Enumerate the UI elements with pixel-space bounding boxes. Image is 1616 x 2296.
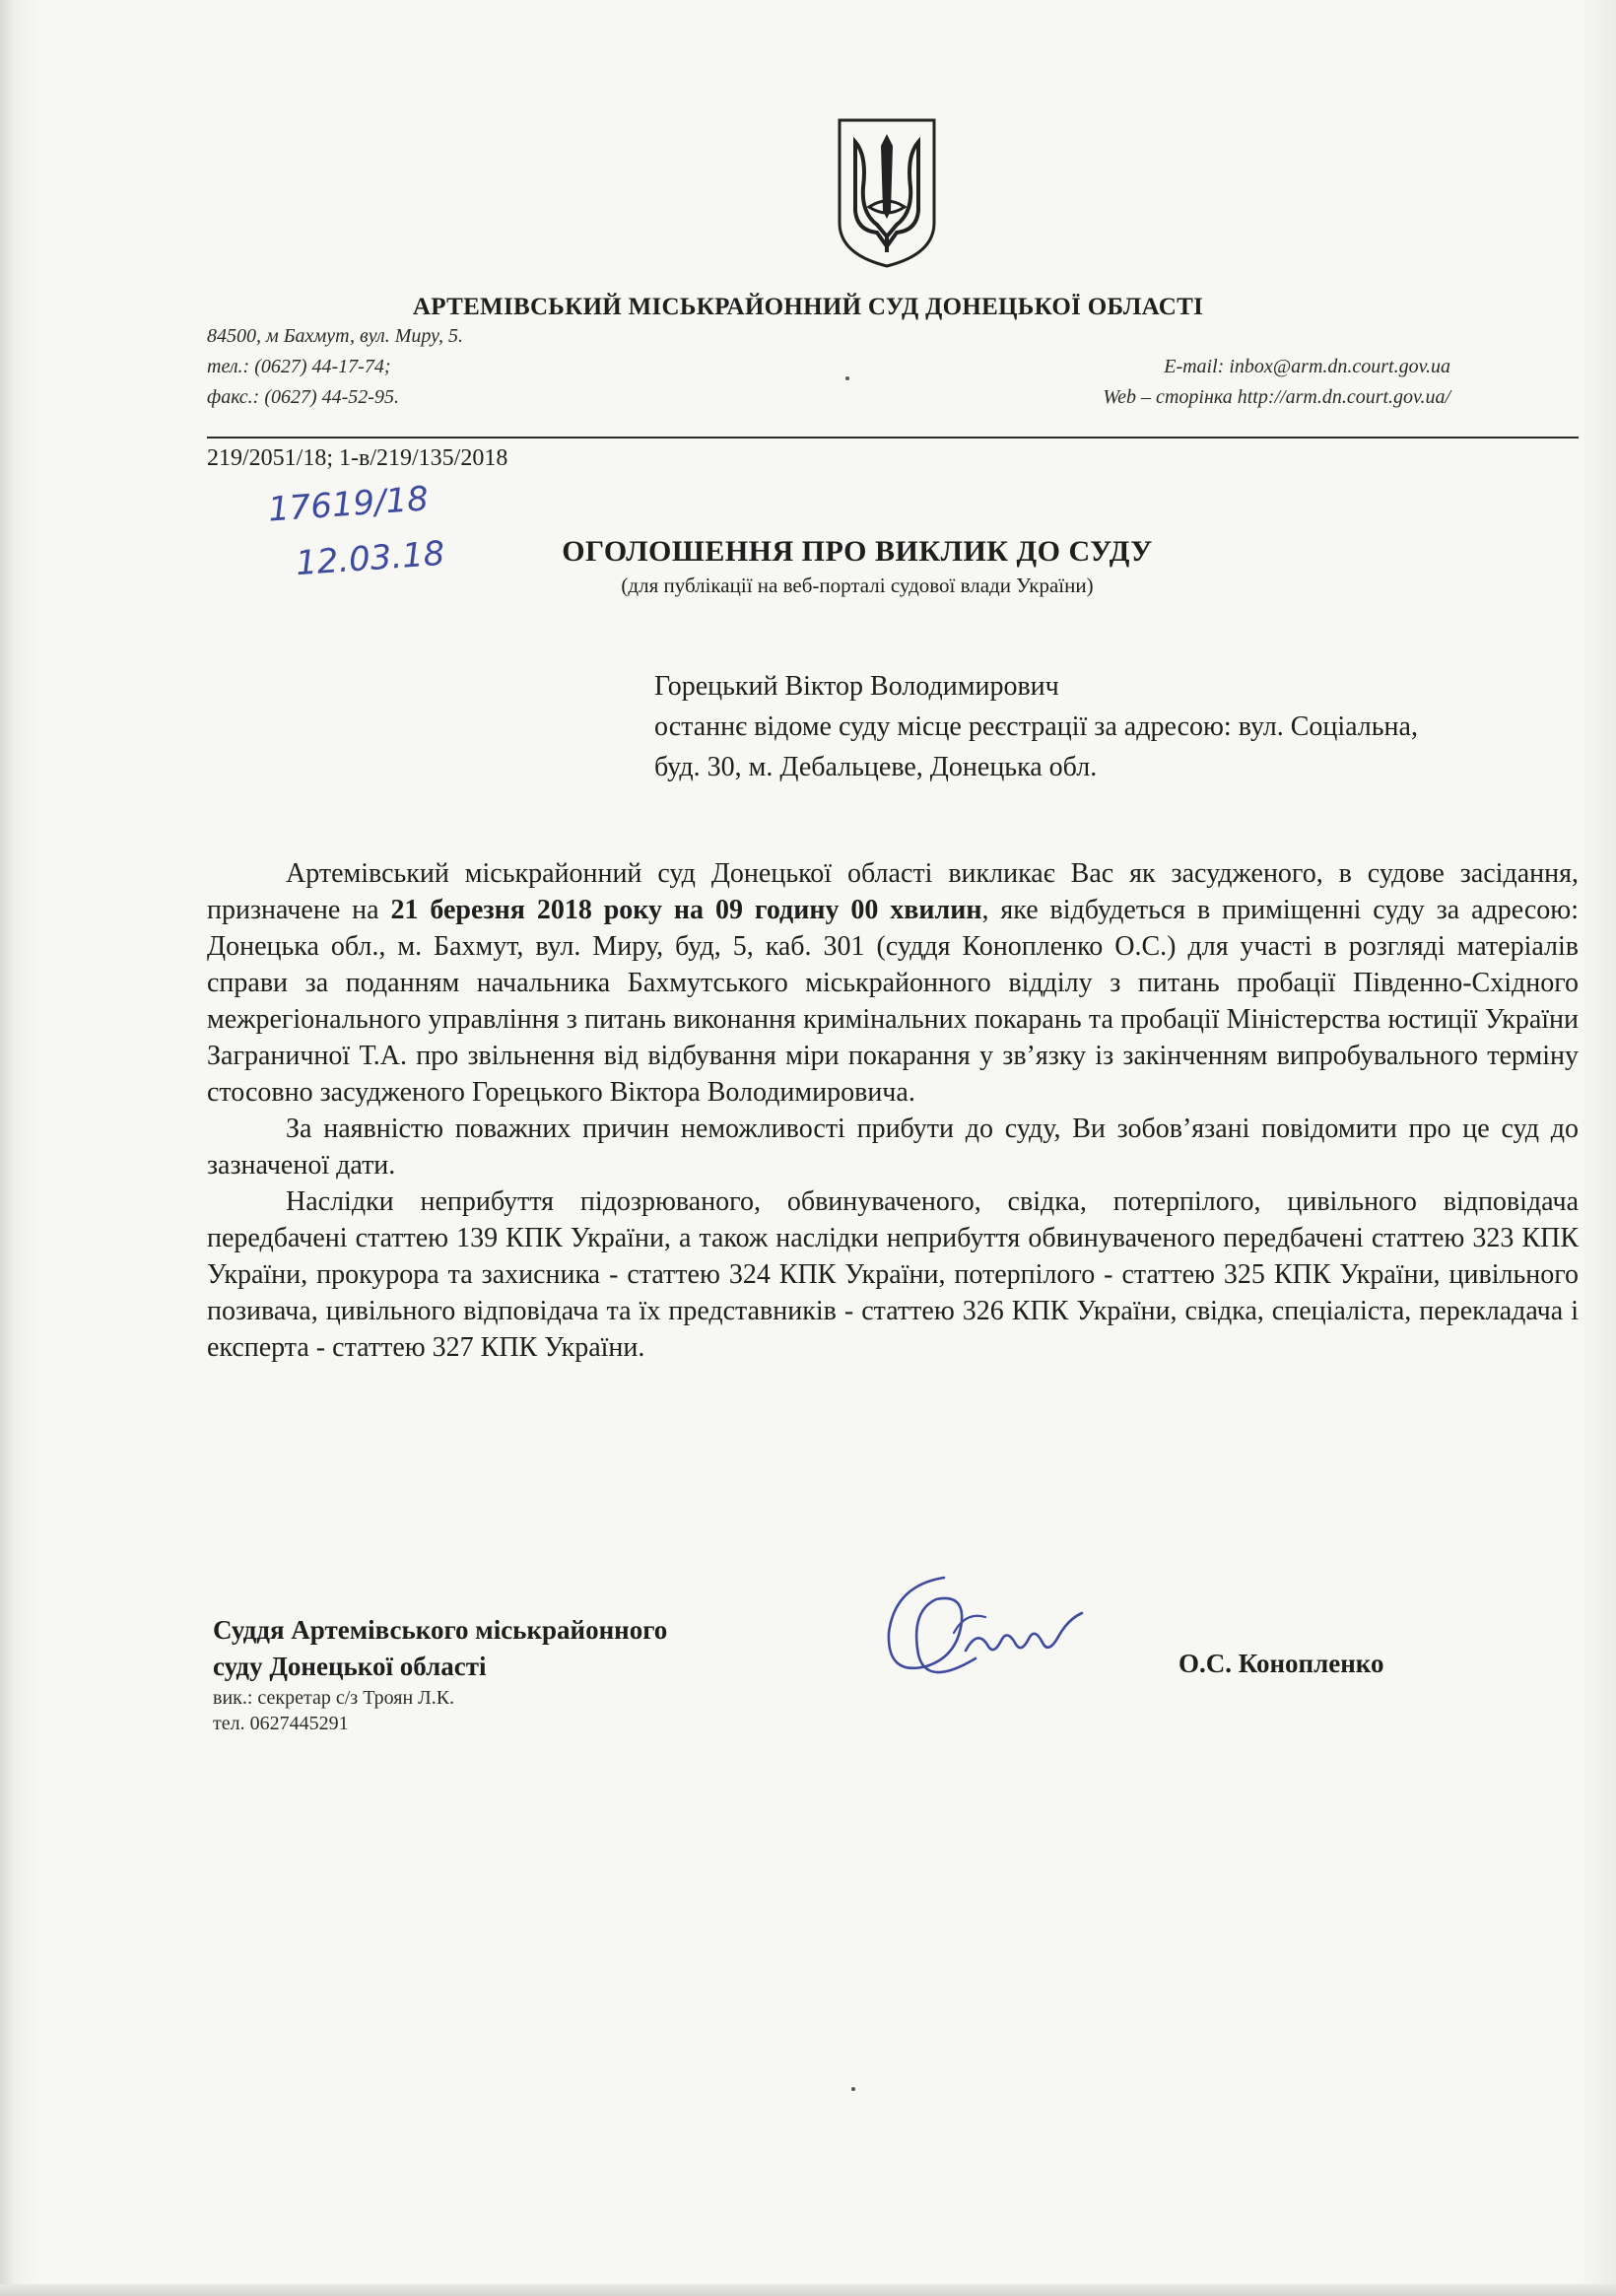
judge-name: О.С. Конопленко: [1178, 1649, 1384, 1678]
header-divider: [207, 437, 1579, 439]
clerk-phone: тел. 0627445291: [213, 1713, 349, 1734]
court-website: Web – сторінка http://arm.dn.court.gov.ua/: [1103, 386, 1450, 408]
signature-block: [213, 1612, 903, 1736]
court-phone: тел.: (0627) 44-17-74;: [207, 356, 391, 377]
summons-text-end: , яке відбудеться в приміщенні суду за адресою: Донецька обл., м. Бахмут, вул. Миру, буд, 5, каб. 301 (суддя Конопленко О.С.) для участі в розгляді матеріалів справи за поданням начальника Бахмутського міськрайонного відділу з питань пробації Південно-Східного межрегіонального управління з питань виконання кримінальних покарань та пробації Міністерства юстиції України Заграничної Т.А. про звільнення від відбування міри покарання у зв’язку із закінченням випробувального терміну стосовно засудженого Горецького Віктора Володимировича.: [207, 895, 1580, 1108]
addressee-address-line1: останнє відоме суду місце реєстрації за адресою: вул. Соціальна,: [654, 711, 1418, 742]
handwritten-registration-number: 17619/18: [266, 479, 431, 530]
court-name: АРТЕМІВСЬКИЙ МІСЬКРАЙОННИЙ СУД ДОНЕЦЬКОЇ ОБЛАСТІ: [412, 294, 1204, 320]
court-fax: факс.: (0627) 44-52-95.: [207, 386, 399, 408]
notice-paragraph-absence: За наявністю поважних причин неможливості прибути до суду, Ви зобов’язані повідомити про це суд до зазначеної дати.: [207, 1114, 1579, 1181]
document-title: ОГОЛОШЕННЯ ПРО ВИКЛИК ДО СУДУ: [562, 535, 1153, 568]
notice-paragraph-consequences: Наслідки неприбуття підозрюваного, обвинуваченого, свідка, потерпілого, цивільного відповідача передбачені статтею 139 КПК України, а також наслідки неприбуття обвинуваченого передбачені статтею 323 КПК України, прокурора та захисника - статтею 324 КПК України, потерпілого - статтею 325 КПК України, цивільного позивача, цивільного відповідача та їх представників - статтею 326 КПК України, свідка, спеціаліста, перекладача і експерта - статтею 327 КПК України.: [207, 1186, 1579, 1363]
document-subtitle: (для публікації на веб-порталі судової влади України): [621, 574, 1094, 597]
court-address: 84500, м Бахмут, вул. Миру, 5.: [207, 325, 464, 347]
case-number: 219/2051/18; 1-в/219/135/2018: [207, 445, 508, 471]
hearing-datetime: 21 березня 2018 року на 09 годину 00 хвилин: [390, 895, 982, 925]
addressee-address-line2: буд. 30, м. Дебальцеве, Донецька обл.: [654, 752, 1098, 782]
court-email: E-mail: inbox@arm.dn.court.gov.ua: [1164, 356, 1450, 377]
addressee-block: [654, 666, 1581, 787]
judge-title-line2: суду Донецької області: [213, 1652, 487, 1681]
notice-body: [207, 855, 1579, 1366]
judge-title-line1: Суддя Артемівського міськрайонного: [213, 1615, 668, 1645]
addressee-name: Горецький Віктор Володимирович: [654, 671, 1059, 702]
clerk-name: вик.: секретар с/з Троян Л.К.: [213, 1687, 455, 1709]
handwritten-registration-date: 12.03.18: [294, 533, 446, 584]
ukraine-coat-of-arms-icon: [834, 116, 940, 270]
summons-text-start: Артемівський міськрайонний суд Донецької області викликає Вас як засудженого, в судове засідання, призначене на: [207, 858, 1579, 925]
notice-paragraph-summons: [207, 855, 1579, 1111]
handwritten-signature: [867, 1560, 1104, 1708]
scan-speck: [851, 2087, 855, 2091]
scan-speck: [845, 376, 849, 380]
page-bottom-edge: [0, 2284, 1616, 2296]
